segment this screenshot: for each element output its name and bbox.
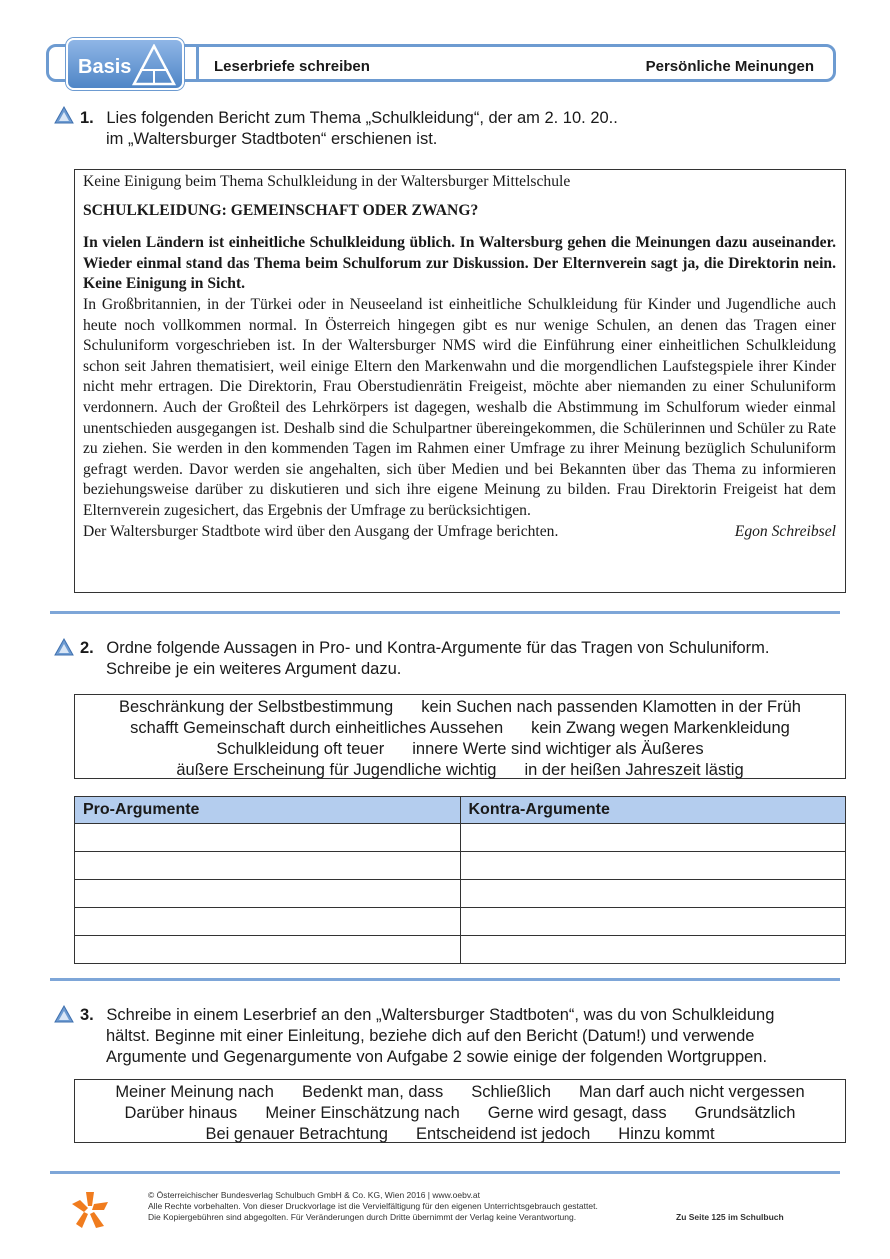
table-row	[75, 936, 846, 964]
header-divider	[196, 44, 199, 82]
phrase: Grundsätzlich	[694, 1104, 796, 1122]
task-2-line-2: Schreibe je ein weiteres Argument dazu.	[106, 660, 402, 678]
contra-answer-cell[interactable]	[460, 908, 846, 936]
task-1-number: 1.	[80, 109, 94, 127]
phrase: Schließlich	[471, 1083, 552, 1101]
phrase: Bei genauer Betrachtung	[205, 1125, 388, 1143]
pro-header: Pro-Argumente	[75, 797, 461, 824]
statement: schafft Gemeinschaft durch einheitliches Aussehen	[130, 719, 504, 737]
worksheet-topic: Persönliche Meinungen	[645, 58, 814, 75]
contra-answer-cell[interactable]	[460, 852, 846, 880]
article-closing: Der Waltersburger Stadtbote wird über den Ausgang der Umfrage berichten.	[83, 522, 559, 540]
phrase: Darüber hinaus	[124, 1104, 238, 1122]
article-lead: In vielen Ländern ist einheitliche Schulkleidung üblich. In Waltersburg gehen die Meinungen dazu auseinander. Wieder einmal stand das Thema beim Schulforum zur Diskussion. Der Elternverein sagt ja, die Direktorin nein. Keine Einigung in Sicht.	[83, 234, 836, 293]
pro-answer-cell[interactable]	[75, 880, 461, 908]
statement: Schulkleidung oft teuer	[216, 740, 385, 758]
task-2-number: 2.	[80, 639, 94, 657]
statement-row	[75, 718, 845, 739]
article-headline: SCHULKLEIDUNG: GEMEINSCHAFT ODER ZWANG?	[83, 201, 479, 219]
worksheet-title: Leserbriefe schreiben	[214, 58, 370, 75]
footer-copyright	[148, 1190, 598, 1223]
phrase: Gerne wird gesagt, dass	[487, 1104, 667, 1122]
statement-row	[75, 739, 845, 760]
pro-answer-cell[interactable]	[75, 936, 461, 964]
contra-answer-cell[interactable]	[460, 824, 846, 852]
section-divider-1	[50, 611, 840, 614]
task-3-number: 3.	[80, 1006, 94, 1024]
phrase: Entscheidend ist jedoch	[416, 1125, 591, 1143]
newspaper-article	[74, 169, 846, 593]
article-author: Egon Schreibsel	[734, 522, 836, 540]
task-3-line-2: hältst. Beginne mit einer Einleitung, beziehe dich auf den Bericht (Datum!) und verwende	[106, 1027, 755, 1045]
contra-header: Kontra-Argumente	[460, 797, 846, 824]
task-3-line-1: Schreibe in einem Leserbrief an den „Waltersburger Stadtboten“, was du von Schulkleidung	[106, 1006, 775, 1024]
publisher-logo-icon	[70, 1190, 110, 1230]
statement: kein Zwang wegen Markenkleidung	[531, 719, 790, 737]
statement-row	[75, 760, 845, 781]
footer-line-3: Die Kopiergebühren sind abgegolten. Für Veränderungen durch Dritte übernimmt der Verlag keine Verantwortung.	[148, 1212, 577, 1222]
phrase: Meiner Einschätzung nach	[265, 1104, 460, 1122]
statements-box	[74, 694, 846, 779]
table-row	[75, 852, 846, 880]
phrase-row	[75, 1103, 845, 1124]
task-3-line-3: Argumente und Gegenargumente von Aufgabe 2 sowie einige der folgenden Wortgruppen.	[106, 1048, 768, 1066]
contra-answer-cell[interactable]	[460, 880, 846, 908]
statement: in der heißen Jahreszeit lästig	[524, 761, 744, 779]
table-row	[75, 880, 846, 908]
phrase-row	[75, 1124, 845, 1145]
article-body: In Großbritannien, in der Türkei oder in Neuseeland ist einheitliche Schulkleidung für Kinder und Jugendliche auch heute noch vollkommen normal. In Österreich hingegen gibt es nur wenige Schulen, an denen das Tragen einer Schuluniform vorgeschrieben ist. In der Waltersburger NMS wird die Einführung einer einheitlichen Schulkleidung schon seit Jahren thematisiert, weil einige Eltern den Markenwahn und die morgendlichen Laufstegspiele ihrer Kinder nicht mehr ertragen. Die Direktorin, Frau Oberstudienrätin Freigeist, möchte aber niemanden zu einer Schuluniform verdonnern. Auch der Großteil des Lehrkörpers ist dagegen, weshalb die Abstimmung im Schulforum wieder einmal unentschieden ausgegangen ist. Deshalb sind die Schulpartner übereingekommen, die Schülerinnen und Schüler zu Rate zu ziehen. Sie werden in den kommenden Tagen im Rahmen einer Umfrage zu ihrer Meinung bezüglich Schuluniform gefragt werden. Davor werden sie angehalten, sich über Medien und bei Bekannten über das Thema zu informieren beziehungsweise darüber zu diskutieren und sich ihre eigene Meinung zu bilden. Frau Direktorin Freigeist hat dem Elternverein zugesichert, das Ergebnis der Umfrage zu berücksichtigen.	[83, 295, 836, 519]
footer-line-2: Alle Rechte vorbehalten. Von dieser Druckvorlage ist die Vervielfältigung für den eigenen Unterrichtsgebrauch gestattet.	[148, 1201, 598, 1211]
task-1	[80, 108, 618, 129]
phrase: Bedenkt man, dass	[302, 1083, 444, 1101]
task-1-line-2: im „Waltersburger Stadtboten“ erschienen ist.	[106, 130, 438, 148]
pro-answer-cell[interactable]	[75, 908, 461, 936]
section-divider-2	[50, 978, 840, 981]
table-row	[75, 908, 846, 936]
pyramid-logo-icon	[132, 44, 176, 86]
argument-table	[74, 796, 846, 964]
footer-divider	[50, 1171, 840, 1174]
article-kicker: Keine Einigung beim Thema Schulkleidung in der Waltersburger Mittelschule	[83, 173, 571, 190]
task-pyramid-icon	[54, 106, 74, 124]
statement: innere Werte sind wichtiger als Äußeres	[412, 740, 704, 758]
phrases-box	[74, 1079, 846, 1143]
task-3	[80, 1005, 774, 1026]
statement: kein Suchen nach passenden Klamotten in der Früh	[421, 698, 801, 716]
contra-answer-cell[interactable]	[460, 936, 846, 964]
task-pyramid-icon	[54, 638, 74, 656]
task-pyramid-icon	[54, 1005, 74, 1023]
task-1-line-1: Lies folgenden Bericht zum Thema „Schulkleidung“, der am 2. 10. 20..	[106, 109, 618, 127]
task-2	[80, 638, 770, 659]
article-closing-line	[83, 522, 836, 543]
pro-answer-cell[interactable]	[75, 852, 461, 880]
statement: äußere Erscheinung für Jugendliche wichtig	[176, 761, 497, 779]
statement-row	[75, 697, 845, 718]
phrase-row	[75, 1082, 845, 1103]
footer-line-1: © Österreichischer Bundesverlag Schulbuch GmbH & Co. KG, Wien 2016 | www.oebv.at	[148, 1190, 480, 1200]
table-header-row	[75, 797, 846, 824]
statement: Beschränkung der Selbstbestimmung	[119, 698, 394, 716]
task-2-line-1: Ordne folgende Aussagen in Pro- und Kontra-Argumente für das Tragen von Schuluniform.	[106, 639, 770, 657]
table-row	[75, 824, 846, 852]
phrase: Man darf auch nicht vergessen	[579, 1083, 805, 1101]
page-reference: Zu Seite 125 im Schulbuch	[676, 1212, 784, 1222]
basis-label: Basis	[78, 56, 132, 78]
phrase: Hinzu kommt	[618, 1125, 715, 1143]
pro-answer-cell[interactable]	[75, 824, 461, 852]
phrase: Meiner Meinung nach	[115, 1083, 274, 1101]
